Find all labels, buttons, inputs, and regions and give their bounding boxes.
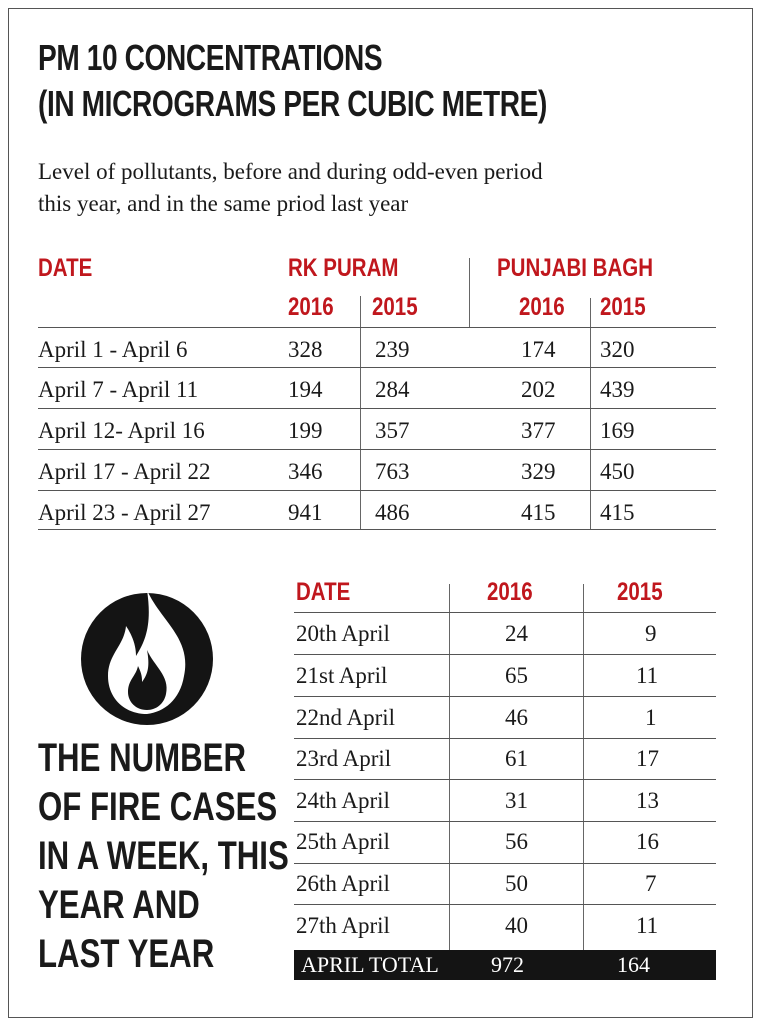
pm-row-date: April 1 - April 6	[38, 337, 188, 362]
pm-row-pb-2016: 329	[521, 459, 556, 484]
pm-row-date: April 12- April 16	[38, 418, 205, 443]
fire-header-rule	[294, 612, 716, 613]
pm-row-date: April 17 - April 22	[38, 459, 211, 484]
fire-row-2016: 50	[505, 871, 528, 896]
fire-caption-line: THE NUMBER	[38, 736, 247, 780]
pm-date-header: DATE	[38, 254, 93, 282]
fire-row-2016: 46	[505, 705, 528, 730]
pm-row-rk-2015: 239	[375, 337, 410, 362]
fire-row-date: 22nd April	[296, 705, 396, 730]
row-rule	[38, 449, 716, 450]
page-title-units: (IN MICROGRAMS PER CUBIC METRE)	[38, 83, 547, 124]
fire-row-2015: 7	[645, 871, 657, 896]
subtitle-line-1: Level of pollutants, before and during odd-even period	[38, 159, 543, 184]
page-title: PM 10 CONCENTRATIONS	[38, 37, 383, 78]
row-rule	[294, 654, 716, 655]
pm-rk-year-2015-header: 2015	[372, 293, 418, 321]
fire-row-date: 25th April	[296, 829, 390, 854]
fire-caption-line: OF FIRE CASES	[38, 785, 278, 829]
pm-row-pb-2015: 450	[600, 459, 635, 484]
pm-row-pb-2016: 174	[521, 337, 556, 362]
fire-row-date: 27th April	[296, 913, 390, 938]
pm-row-pb-2016: 202	[521, 377, 556, 402]
row-rule	[38, 408, 716, 409]
fire-row-2016: 40	[505, 913, 528, 938]
pm-pb-col-divider	[590, 328, 591, 529]
pm-row-rk-2016: 194	[288, 377, 323, 402]
fire-row-2016: 56	[505, 829, 528, 854]
fire-row-date: 20th April	[296, 621, 390, 646]
fire-row-2015: 16	[636, 829, 659, 854]
fire-col-divider-1	[449, 584, 450, 950]
pm-row-pb-2016: 415	[521, 500, 556, 525]
pm-row-date: April 7 - April 11	[38, 377, 199, 402]
total-label: APRIL TOTAL	[301, 952, 439, 977]
fire-row-date: 26th April	[296, 871, 390, 896]
row-rule	[294, 779, 716, 780]
pm-row-pb-2015: 415	[600, 500, 635, 525]
fire-row-2015: 9	[645, 621, 657, 646]
table-bottom-rule	[38, 529, 716, 530]
fire-year-2016-header: 2016	[487, 578, 533, 606]
row-rule	[294, 904, 716, 905]
fire-row-2015: 11	[636, 663, 659, 688]
row-rule	[294, 696, 716, 697]
pm-row-rk-2016: 199	[288, 418, 323, 443]
pm-row-pb-2015: 439	[600, 377, 635, 402]
fire-caption-line: LAST YEAR	[38, 932, 215, 976]
pm-rk-year-2016-header: 2016	[288, 293, 334, 321]
pm-row-date: April 23 - April 27	[38, 500, 211, 525]
fire-row-date: 23rd April	[296, 746, 392, 771]
fire-col-divider-2	[583, 584, 584, 950]
pm-row-rk-2016: 346	[288, 459, 323, 484]
row-rule	[294, 738, 716, 739]
row-rule	[294, 863, 716, 864]
fire-row-2015: 1	[645, 705, 657, 730]
fire-row-2016: 61	[505, 746, 528, 771]
fire-row-2016: 65	[505, 663, 528, 688]
fire-caption-line: IN A WEEK, THIS	[38, 834, 289, 878]
fire-row-2016: 24	[505, 621, 528, 646]
fire-cases-caption	[38, 734, 289, 979]
flame-icon	[80, 580, 214, 726]
row-rule	[294, 821, 716, 822]
fire-row-2015: 13	[636, 788, 659, 813]
pm-row-rk-2015: 763	[375, 459, 410, 484]
fire-row-2016: 31	[505, 788, 528, 813]
pm-row-pb-2016: 377	[521, 418, 556, 443]
pm-row-pb-2015: 169	[600, 418, 635, 443]
total-2016: 972	[491, 952, 524, 977]
pm-row-rk-2015: 284	[375, 377, 410, 402]
pm-station-rk-header: RK PURAM	[288, 254, 399, 282]
pm-row-rk-2016: 941	[288, 500, 323, 525]
row-rule	[38, 490, 716, 491]
pm-pb-year-2016-header: 2016	[519, 293, 565, 321]
pm-pb-year-2015-header: 2015	[600, 293, 646, 321]
pm-row-rk-2016: 328	[288, 337, 323, 362]
fire-row-date: 24th April	[296, 788, 390, 813]
total-2015: 164	[617, 952, 650, 977]
fire-date-header: DATE	[296, 578, 351, 606]
fire-caption-line: YEAR AND	[38, 883, 200, 927]
row-rule	[38, 367, 716, 368]
fire-year-2015-header: 2015	[617, 578, 663, 606]
subtitle-line-2: this year, and in the same priod last year	[38, 191, 409, 216]
fire-row-2015: 17	[636, 746, 659, 771]
fire-row-2015: 11	[636, 913, 659, 938]
pm-row-pb-2015: 320	[600, 337, 635, 362]
fire-row-date: 21st April	[296, 663, 388, 688]
pm-row-rk-2015: 357	[375, 418, 410, 443]
pm-rk-year-divider	[360, 296, 361, 328]
pm-pb-year-divider	[590, 298, 591, 328]
pm-rk-col-divider	[360, 328, 361, 529]
pm-header-rule	[38, 327, 716, 328]
pm-station-divider	[469, 258, 470, 328]
subtitle	[38, 156, 728, 220]
pm-station-pb-header: PUNJABI BAGH	[497, 254, 654, 282]
pm-row-rk-2015: 486	[375, 500, 410, 525]
